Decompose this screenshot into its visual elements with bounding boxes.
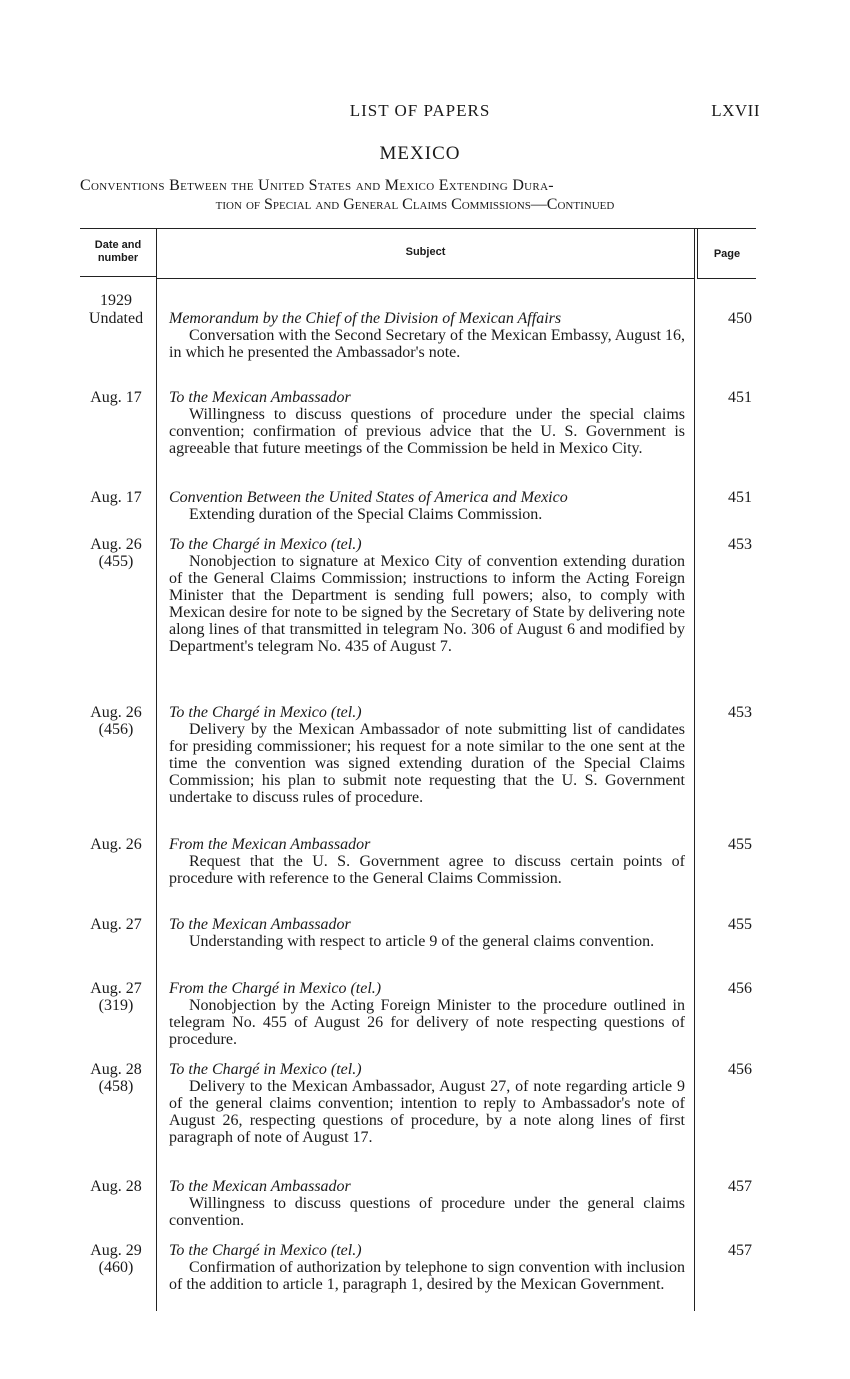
entry-number: (455): [98, 553, 134, 570]
entry-date-text: Aug. 27: [90, 980, 142, 997]
entry-number: (456): [98, 721, 134, 738]
entry-page: 455: [728, 916, 752, 933]
entry-text: Nonobjection by the Acting Foreign Minister to the procedure outlined in telegram No. 455 of August 26 for delivery of note respecting questions of procedure.: [169, 997, 685, 1048]
entry-date: [76, 310, 156, 327]
section-title: [80, 176, 760, 214]
entry-date-text: Aug. 27: [90, 916, 142, 933]
entry-subject: [169, 389, 685, 457]
entry-subject: [169, 916, 685, 950]
entry-date: [76, 704, 156, 738]
entry-subject: [169, 1242, 685, 1293]
entry-number: (460): [98, 1259, 134, 1276]
section-title-line-1: Conventions Between the United States and Mexico Extending Dura-: [80, 177, 554, 194]
entry-page: 453: [728, 704, 752, 721]
header-bottom-rule-page: [698, 278, 756, 279]
entry-page: 456: [728, 980, 752, 997]
entry-subject: [169, 836, 685, 887]
entry-page: 457: [728, 1178, 752, 1195]
entry-text: Nonobjection to signature at Mexico City of convention extending duration of the General Claims Commission; instructions to inform the Acting Foreign Minister that the Department is sending full powers; also, to comply with Mexican desire for note to be signed by the Secretary of State by delivering note along lines of that transmitted in telegram No. 306 of August 6 and modified by Department's telegram No. 435 of August 7.: [169, 553, 685, 655]
entry-heading: To the Chargé in Mexico (tel.): [169, 536, 362, 553]
entry-subject: [169, 310, 685, 361]
entry-date: [76, 836, 156, 853]
entry-heading: To the Mexican Ambassador: [169, 389, 351, 406]
entry-page: 451: [728, 389, 752, 406]
entry-text: Delivery by the Mexican Ambassador of note submitting list of candidates for presiding commissioner; his request for a note similar to the one sent at the time the convention was signed extending duration of the Special Claims Commission; his plan to submit note requesting that the U. S. Government undertake to discuss rules of procedure.: [169, 721, 685, 806]
entry-number: (458): [98, 1078, 134, 1095]
column-divider-right: [694, 229, 695, 1311]
entry-page: 451: [728, 489, 752, 506]
column-header-page: Page: [713, 248, 741, 260]
entry-number: (319): [98, 997, 134, 1014]
entry-date: [76, 916, 156, 933]
entry-heading: Memorandum by the Chief of the Division of Mexican Affairs: [169, 310, 562, 327]
column-header-subject: Subject: [405, 246, 446, 258]
column-header-date: Date and number: [94, 239, 142, 264]
entry-page: 455: [728, 836, 752, 853]
entry-date-text: Aug. 17: [90, 389, 142, 406]
entry-page: 450: [728, 310, 752, 327]
entry-date: [76, 489, 156, 506]
column-divider-left: [156, 229, 157, 1311]
entry-text: Understanding with respect to article 9 of the general claims convention.: [189, 933, 655, 950]
entry-text: Willingness to discuss questions of procedure under the special claims convention; confirmation of previous advice that the U. S. Government is agreeable that future meetings of the Commission be held in Mexico City.: [169, 406, 685, 457]
entry-text: Confirmation of authorization by telephone to sign convention with inclusion of the addition to article 1, paragraph 1, desired by the Mexican Government.: [169, 1259, 685, 1293]
header-bottom-rule-subject: [157, 278, 694, 279]
entry-heading: To the Chargé in Mexico (tel.): [169, 704, 362, 721]
entry-date-text: Aug. 28: [90, 1061, 142, 1078]
entry-text: Conversation with the Second Secretary of the Mexican Embassy, August 16, in which he presented the Ambassador's note.: [169, 327, 685, 361]
entry-date-text: Aug. 26: [90, 536, 142, 553]
table-top-rule: [80, 228, 756, 229]
page-number-roman: LXVII: [711, 101, 760, 120]
entry-heading: To the Mexican Ambassador: [169, 1178, 351, 1195]
entry-subject: [169, 1178, 685, 1229]
running-title: LIST OF PAPERS: [349, 101, 491, 120]
section-title-line-2: tion of Special and General Claims Commissions—Continued: [215, 196, 615, 213]
entry-date: [76, 389, 156, 406]
entry-date-text: Aug. 17: [90, 489, 142, 506]
entry-text: Request that the U. S. Government agree to discuss certain points of procedure with reference to the General Claims Commission.: [169, 853, 685, 887]
entry-date: [76, 1242, 156, 1276]
country-heading: MEXICO: [379, 143, 461, 164]
entry-page: 453: [728, 536, 752, 553]
entry-subject: [169, 704, 685, 806]
entry-date-text: Undated: [88, 310, 144, 327]
header-bottom-rule-date: [80, 276, 156, 277]
entry-text: Willingness to discuss questions of procedure under the general claims convention.: [169, 1195, 685, 1229]
entry-subject: [169, 980, 685, 1048]
entry-text: Extending duration of the Special Claims Commission.: [189, 506, 543, 523]
entry-page: 457: [728, 1242, 752, 1259]
entry-heading: From the Mexican Ambassador: [169, 836, 371, 853]
entry-subject: [169, 1061, 685, 1146]
entry-heading: From the Chargé in Mexico (tel.): [169, 980, 382, 997]
entry-text: Delivery to the Mexican Ambassador, August 27, of note regarding article 9 of the general claims convention; intention to reply to Ambassador's note of August 26, respecting questions of procedure, by a note along lines of first paragraph of note of August 17.: [169, 1078, 685, 1146]
entry-heading: Convention Between the United States of America and Mexico: [169, 489, 568, 506]
entry-heading: To the Mexican Ambassador: [169, 916, 351, 933]
entry-date: [76, 536, 156, 570]
entry-date-text: Aug. 29: [90, 1242, 142, 1259]
entry-heading: To the Chargé in Mexico (tel.): [169, 1242, 362, 1259]
entry-page: 456: [728, 1061, 752, 1078]
entry-date-text: Aug. 26: [90, 836, 142, 853]
entry-date: [76, 1178, 156, 1195]
entry-date: [76, 980, 156, 1014]
year: 1929: [100, 292, 132, 309]
entry-date: [76, 1061, 156, 1095]
entry-date-text: Aug. 28: [90, 1178, 142, 1195]
entry-subject: [169, 536, 685, 655]
entry-subject: [169, 489, 685, 523]
entry-heading: To the Chargé in Mexico (tel.): [169, 1061, 362, 1078]
entry-date-text: Aug. 26: [90, 704, 142, 721]
